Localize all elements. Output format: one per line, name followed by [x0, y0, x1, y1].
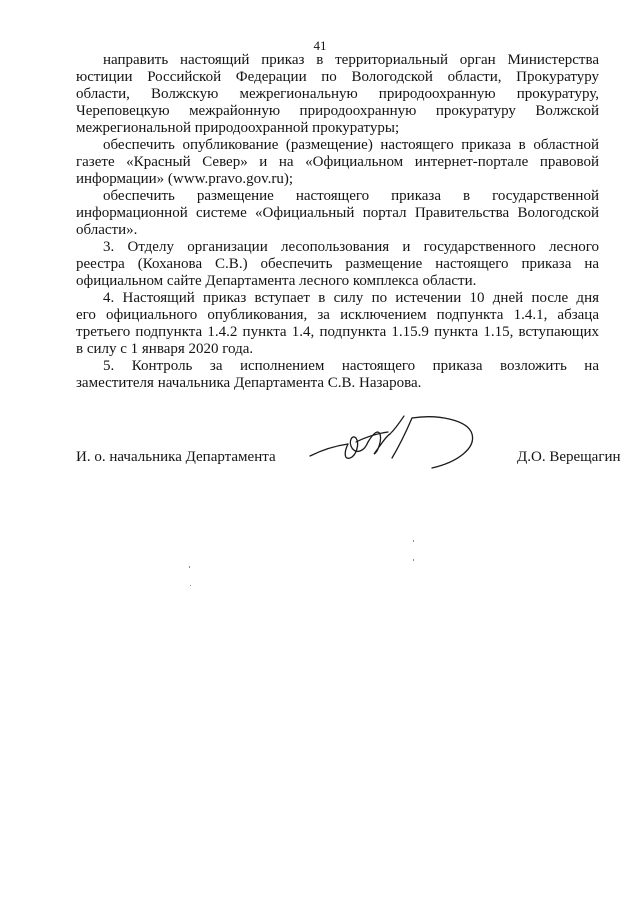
text-line: информационной системе «Официальный портал Правительства Вологодской: [76, 205, 599, 221]
text-line: информации» (www.pravo.gov.ru);: [76, 171, 294, 187]
text-line: в силу с 1 января 2020 года.: [76, 341, 254, 357]
signer-title: И. о. начальника Департамента: [76, 449, 276, 465]
text-line: официальном сайте Департамента лесного комплекса области.: [76, 273, 477, 289]
handwritten-signature: [308, 412, 478, 472]
scan-speck: [190, 585, 191, 586]
text-line: 4. Настоящий приказ вступает в силу по истечении 10 дней после дня: [103, 290, 599, 306]
text-line: третьего подпункта 1.4.2 пункта 1.4, подпункта 1.15.9 пункта 1.15, вступающих: [76, 324, 599, 340]
text-line: Череповецкую межрайонную природоохранную прокуратуру Волжской: [76, 103, 599, 119]
text-line: реестра (Коханова С.В.) обеспечить размещение настоящего приказа на: [76, 256, 599, 272]
signer-name: Д.О. Верещагин: [517, 449, 621, 465]
text-line: 3. Отделу организации лесопользования и государственного лесного: [103, 239, 599, 255]
paragraph-publication: [76, 137, 599, 188]
paragraph-item-5: [76, 358, 599, 392]
text-line: обеспечить размещение настоящего приказа в государственной: [103, 188, 599, 204]
paragraph-item-4: [76, 290, 599, 358]
text-line: заместителя начальника Департамента С.В. Назарова.: [76, 375, 422, 391]
text-line: юстиции Российской Федерации по Вологодской области, Прокуратуру: [76, 69, 599, 85]
text-line: его официального опубликования, за исключением подпункта 1.4.1, абзаца: [76, 307, 599, 323]
page-number: 41: [313, 38, 327, 53]
paragraph-send-order: [76, 52, 599, 137]
paragraph-portal-placement: [76, 188, 599, 239]
text-line: направить настоящий приказ в территориальный орган Министерства: [103, 52, 599, 68]
scan-speck: [413, 559, 414, 561]
text-line: межрегиональной природоохранной прокуратуры;: [76, 120, 400, 136]
scan-speck: [189, 566, 190, 568]
text-line: обеспечить опубликование (размещение) настоящего приказа в областной: [103, 137, 599, 153]
scan-speck: [413, 540, 414, 542]
text-line: области, Волжскую межрегиональную природоохранную прокуратуру,: [76, 86, 599, 102]
paragraph-item-3: [76, 239, 599, 290]
text-line: газете «Красный Север» и на «Официальном интернет-портале правовой: [76, 154, 599, 170]
text-line: области».: [76, 222, 138, 238]
text-line: 5. Контроль за исполнением настоящего приказа возложить на: [103, 358, 599, 374]
document-body: [76, 52, 599, 392]
signature-block: [70, 412, 621, 472]
